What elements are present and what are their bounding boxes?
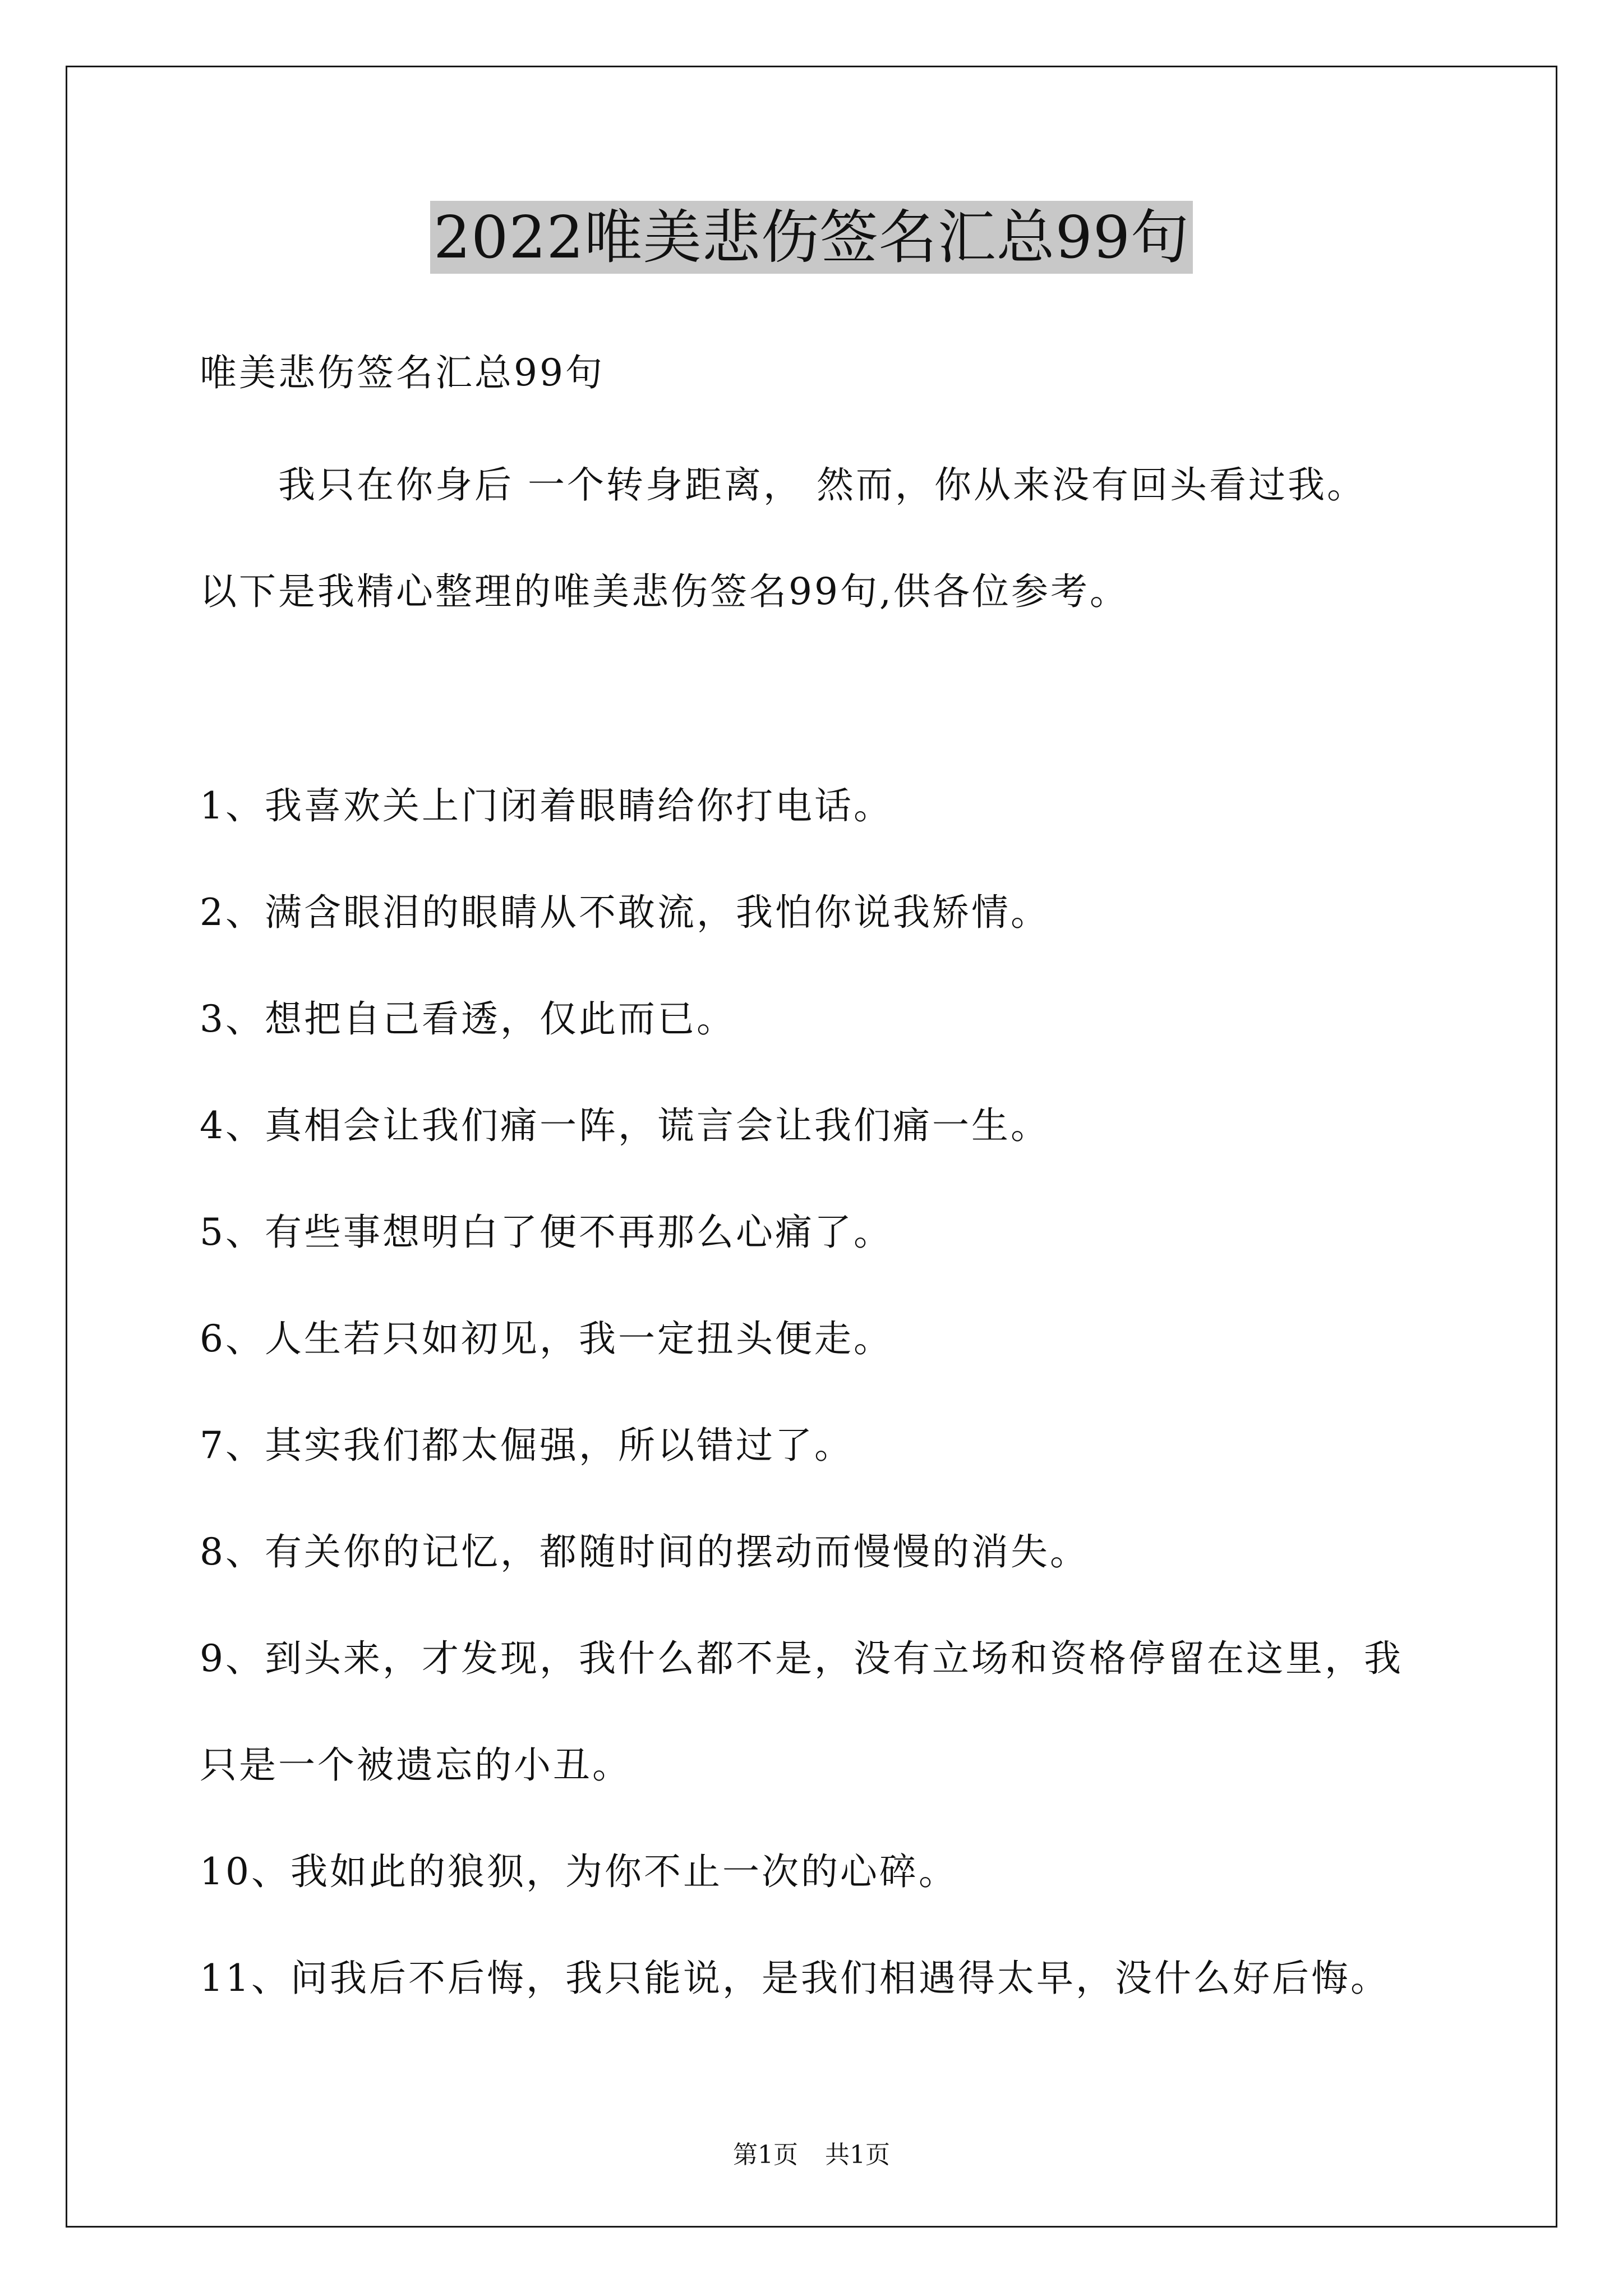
intro-line-1: 我只在你身后 一个转身距离， 然而，你从来没有回头看过我。 [278,463,1366,507]
document-title: 2022唯美悲伤签名汇总99句 [430,201,1193,274]
page-number-total: 共1页 [825,2141,890,2169]
list-item: 6、人生若只如初见，我一定扭头便走。 [200,1317,893,1360]
list-item: 7、其实我们都太倔强，所以错过了。 [200,1424,854,1467]
subtitle: 唯美悲伤签名汇总99句 [200,351,605,394]
list-item: 11、问我后不后悔，我只能说，是我们相遇得太早，没什么好后悔。 [200,1957,1390,2000]
list-item: 1、我喜欢关上门闭着眼睛给你打电话。 [200,784,893,827]
title-container [0,201,1623,274]
list-item: 4、真相会让我们痛一阵，谎言会让我们痛一生。 [200,1104,1050,1147]
list-item: 2、满含眼泪的眼睛从不敢流，我怕你说我矫情。 [200,891,1050,934]
list-item: 3、想把自己看透，仅此而已。 [200,997,736,1041]
list-item: 9、到头来，才发现，我什么都不是，没有立场和资格停留在这里，我 [200,1637,1403,1680]
list-item: 10、我如此的狼狈，为你不止一次的心碎。 [200,1850,958,1893]
page-footer [0,2138,1623,2172]
intro-line-2: 以下是我精心整理的唯美悲伤签名99句,供各位参考。 [200,570,1129,613]
list-item-continuation: 只是一个被遗忘的小丑。 [200,1743,631,1787]
list-item: 8、有关你的记忆，都随时间的摆动而慢慢的消失。 [200,1530,1089,1573]
list-item: 5、有些事想明白了便不再那么心痛了。 [200,1211,893,1254]
page-number-current: 第1页 [733,2141,798,2169]
